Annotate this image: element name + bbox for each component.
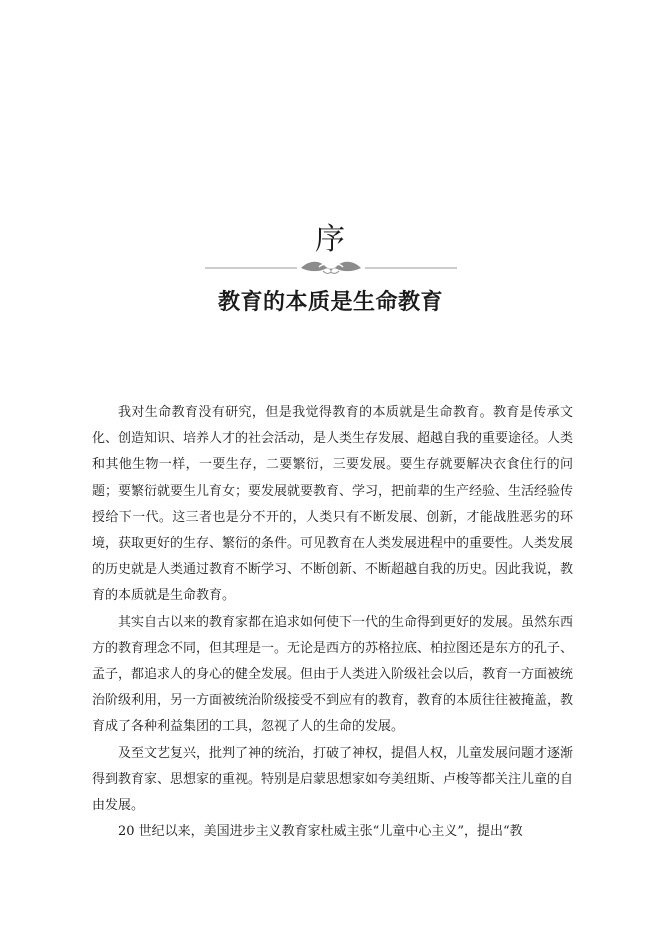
chapter-title: 教育的本质是生命教育 — [217, 289, 443, 315]
paragraph: 及至文艺复兴，批判了神的统治，打破了神权，提倡人权，儿童发展问题才逐渐得到教育家、思想家的重视。特别是启蒙思想家如夸美纽斯、卢梭等都关注儿童的自由发展。 — [92, 745, 574, 814]
chapter-label: 序 — [315, 222, 346, 257]
divider-ornament-icon — [205, 258, 457, 278]
paragraph: 其实自古以来的教育家都在追求如何使下一代的生命得到更好的发展。虽然东西方的教育理念不同，但其理是一。无论是西方的苏格拉底、柏拉图还是东方的孔子、孟子，都追求人的身心的健全发展。但由于人类进入阶级社会以后，教育一方面被统治阶级利用，另一方面被统治阶级接受不到应有的教育，教育的本质往往被掩盖，教育成了各种利益集团的工具，忽视了人的生命的发展。 — [92, 614, 574, 735]
body-text — [92, 400, 573, 845]
paragraph: 我对生命教育没有研究，但是我觉得教育的本质就是生命教育。教育是传承文化、创造知识、培养人才的社会活动，是人类生存发展、超越自我的重要途径。人类和其他生物一样，一要生存，二要繁衍，三要发展。要生存就要解决衣食住行的问题；要繁衍就要生儿育女；要发展就要教育、学习，把前辈的生产经验、生活经验传授给下一代。这三者也是分不开的，人类只有不断发展、创新，才能战胜恶劣的环境，获取更好的生存、繁衍的条件。可见教育在人类发展进程中的重要性。人类发展的历史就是人类通过教育不断学习、不断创新、不断超越自我的历史。因此我说，教育的本质就是生命教育。 — [92, 405, 574, 604]
paragraph: 20 世纪以来，美国进步主义教育家杜威主张“儿童中心主义”，提出“教 — [118, 824, 523, 840]
